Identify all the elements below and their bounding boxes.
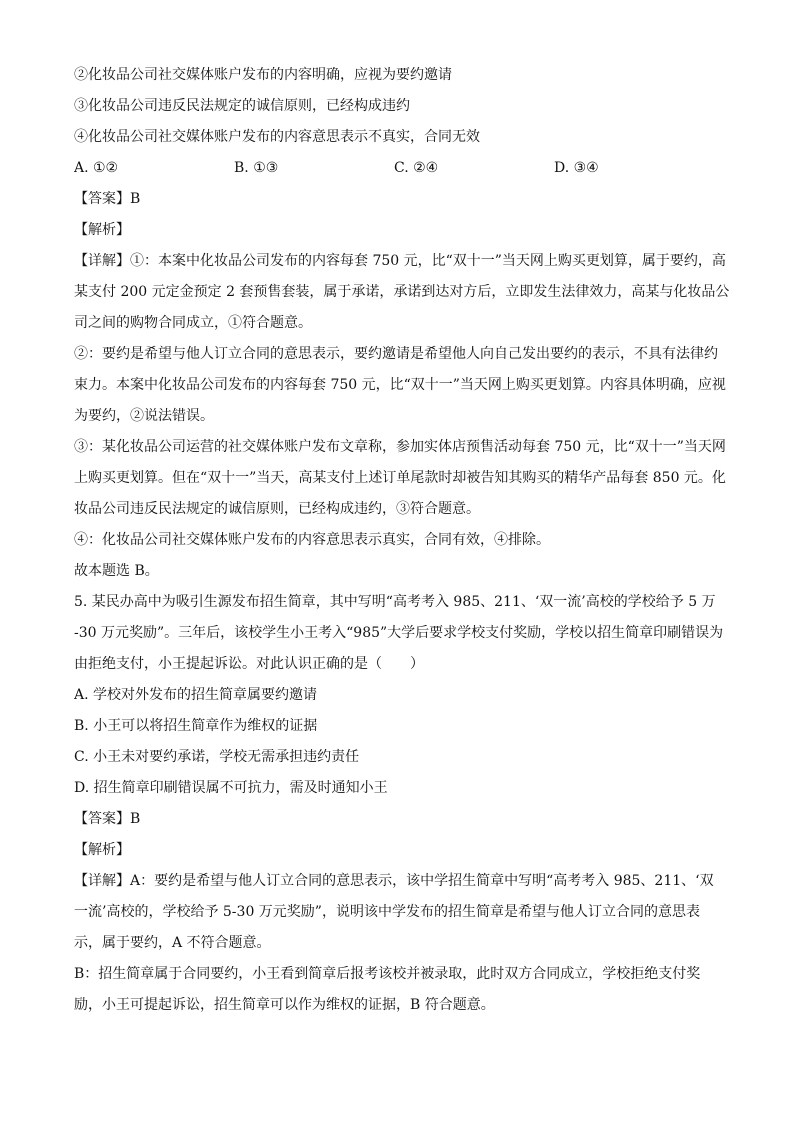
detail-line: 司之间的购物合同成立，①符合题意。 — [74, 315, 312, 331]
statement-3: ③化妆品公司违反民法规定的诚信原则，已经构成违约 — [74, 98, 410, 114]
question-5-text: -30 万元奖励”。三年后，该校学生小王考入“985”大学后要求学校支付奖励，学校以招生简章印刷错误为 — [74, 625, 724, 641]
analysis-label: 【解析】 — [74, 222, 130, 238]
conclusion-line: 故本题选 B。 — [74, 563, 159, 579]
option-c: C. ②④ — [394, 160, 439, 176]
question-5-text: 5. 某民办高中为吸引生源发布招生简章，其中写明“高考考入 985、211、‘双一流’高校的学校给予 5 万 — [74, 594, 716, 610]
detail-line: ④：化妆品公司社交媒体账户发布的内容意思表示真实，合同有效，④排除。 — [74, 532, 550, 548]
detail-line: 励，小王可提起诉讼，招生简章可以作为维权的证据，B 符合题意。 — [74, 997, 495, 1013]
detail-line: ②：要约是希望与他人订立合同的意思表示，要约邀请是希望他人向自己发出要约的表示，不具有法律约 — [74, 346, 718, 362]
option-a: A. ①② — [74, 160, 119, 176]
statement-2: ②化妆品公司社交媒体账户发布的内容明确，应视为要约邀请 — [74, 67, 452, 83]
question-5-text: 由拒绝支付，小王提起诉讼。对此认识正确的是（ ） — [74, 656, 424, 672]
analysis-label: 【解析】 — [74, 842, 130, 858]
question-5-option-b: B. 小王可以将招生简章作为维权的证据 — [74, 718, 318, 734]
detail-line: 示，属于要约，A 不符合题意。 — [74, 935, 271, 951]
detail-line: 妆品公司违反民法规定的诚信原则，已经构成违约，③符合题意。 — [74, 501, 480, 517]
detail-line: 【详解】①：本案中化妆品公司发布的内容每套 750 元，比“双十一”当天网上购买更划算，属于要约，高 — [74, 253, 726, 269]
detail-line: 束力。本案中化妆品公司发布的内容每套 750 元，比“双十一”当天网上购买更划算。内容具体明确，应视 — [74, 377, 726, 393]
option-b: B. ①③ — [234, 160, 279, 176]
answer-label: 【答案】B — [74, 191, 141, 207]
question-5-option-c: C. 小王未对要约承诺，学校无需承担违约责任 — [74, 749, 360, 765]
answer-options — [74, 153, 734, 184]
detail-line: 一流’高校的，学校给予 5-30 万元奖励”，说明该中学发布的招生简章是希望与他人订立合同的意思表 — [74, 904, 700, 920]
detail-line: 为要约，②说法错误。 — [74, 408, 214, 424]
detail-line: 上购买更划算。但在“双十一”当天，高某支付上述订单尾款时却被告知其购买的精华产品每套 850 元。化 — [74, 470, 726, 486]
detail-line: 某支付 200 元定金预定 2 套预售套装，属于承诺，承诺到达对方后，立即发生法律效力，高某与化妆品公 — [74, 284, 730, 300]
answer-label: 【答案】B — [74, 811, 141, 827]
question-5-option-d: D. 招生简章印刷错误属不可抗力，需及时通知小王 — [74, 780, 388, 796]
question-5-option-a: A. 学校对外发布的招生简章属要约邀请 — [74, 687, 318, 703]
document-page — [74, 60, 734, 1021]
detail-line: B：招生简章属于合同要约，小王看到简章后报考该校并被录取，此时双方合同成立，学校拒绝支付奖 — [74, 966, 701, 982]
detail-line: 【详解】A：要约是希望与他人订立合同的意思表示，该中学招生简章中写明“高考考入 985、211、‘双 — [74, 873, 714, 889]
option-d: D. ③④ — [554, 160, 599, 176]
detail-line: ③：某化妆品公司运营的社交媒体账户发布文章称，参加实体店预售活动每套 750 元，比“双十一”当天网 — [74, 439, 726, 455]
statement-4: ④化妆品公司社交媒体账户发布的内容意思表示不真实，合同无效 — [74, 129, 480, 145]
